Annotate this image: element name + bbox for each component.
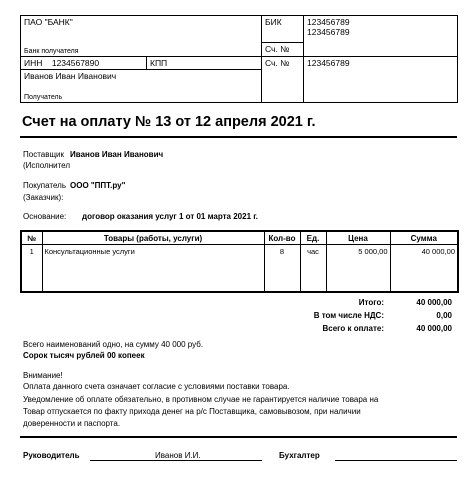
notice-line-1: Оплата данного счета означает согласие с условиями поставки товара.	[23, 382, 290, 391]
col-unit-header: Ед.	[300, 231, 326, 245]
row-num: 1	[21, 245, 42, 293]
col-price-header: Цена	[326, 231, 390, 245]
recipient-account-label: Сч. №	[262, 57, 304, 103]
basis-value: договор оказания услуг 1 от 01 марта 2021 г.	[82, 212, 258, 221]
items-summary: Всего наименований одно, на сумму 40 000 руб.	[23, 340, 204, 349]
bank-details-table	[20, 15, 458, 103]
bank-name: ПАО "БАНК"	[24, 17, 73, 27]
amount-in-words: Сорок тысяч рублей 00 копеек	[23, 351, 145, 360]
total-label: Итого:	[358, 298, 384, 307]
corr-account-label: Сч. №	[262, 43, 304, 57]
invoice-title: Счет на оплату № 13 от 12 апреля 2021 г.	[22, 114, 316, 130]
row-sum: 40 000,00	[390, 245, 458, 293]
notice-line-2: Уведомление об оплате обязательно, в противном случае не гарантируется наличие товара на	[23, 395, 379, 404]
bik-value: 123456789	[307, 17, 350, 27]
total-value: 40 000,00	[416, 298, 452, 307]
title-rule	[20, 136, 457, 138]
bik-label: БИК	[262, 16, 304, 43]
head-signature-line	[90, 460, 262, 461]
buyer-sublabel: (Заказчик):	[23, 193, 64, 202]
notice-line-4: доверенности и паспорта.	[23, 419, 121, 428]
due-label: Всего к оплате:	[322, 324, 384, 333]
kpp-label: КПП	[147, 57, 262, 70]
recipient-account-value: 123456789	[304, 57, 458, 103]
row-qty: 8	[264, 245, 300, 293]
supplier-label: Поставщик	[23, 150, 65, 159]
row-name: Консультационные услуги	[42, 245, 264, 293]
basis-label: Основание:	[23, 212, 67, 221]
head-signature-label: Руководитель	[23, 451, 80, 460]
inn-label: ИНН	[24, 58, 43, 68]
table-row	[21, 245, 458, 293]
col-num-header: №	[21, 231, 42, 245]
bik-corr-values	[304, 16, 458, 57]
recipient-label: Получатель	[24, 94, 63, 101]
col-qty-header: Кол-во	[264, 231, 300, 245]
notice-line-3: Товар отпускается по факту прихода денег на р/с Поставщика, самовывозом, при наличии	[23, 407, 361, 416]
accountant-signature-line	[335, 460, 457, 461]
buyer-value: ООО "ППТ.ру"	[70, 181, 126, 190]
due-value: 40 000,00	[416, 324, 452, 333]
row-price: 5 000,00	[326, 245, 390, 293]
supplier-value: Иванов Иван Иванович	[70, 150, 164, 159]
vat-label: В том числе НДС:	[313, 311, 384, 320]
head-signature-name: Иванов И.И.	[155, 451, 201, 460]
recipient-cell	[21, 70, 262, 103]
row-unit: час	[300, 245, 326, 293]
items-table	[20, 230, 459, 293]
bank-name-cell	[21, 16, 262, 57]
recipient-name: Иванов Иван Иванович	[24, 71, 117, 81]
inn-cell	[21, 57, 147, 70]
accountant-signature-label: Бухгалтер	[279, 451, 320, 460]
notice-rule	[20, 436, 457, 438]
notice-heading: Внимание!	[23, 371, 63, 380]
vat-value: 0,00	[436, 311, 452, 320]
buyer-label: Покупатель	[23, 181, 66, 190]
recipient-bank-label: Банк получателя	[24, 48, 79, 55]
inn-value: 1234567890	[51, 58, 100, 68]
col-sum-header: Сумма	[390, 231, 458, 245]
items-header-row	[21, 231, 458, 245]
supplier-sublabel: (Исполнител	[23, 161, 70, 170]
corr-account-value: 123456789	[307, 27, 350, 37]
col-name-header: Товары (работы, услуги)	[42, 231, 264, 245]
